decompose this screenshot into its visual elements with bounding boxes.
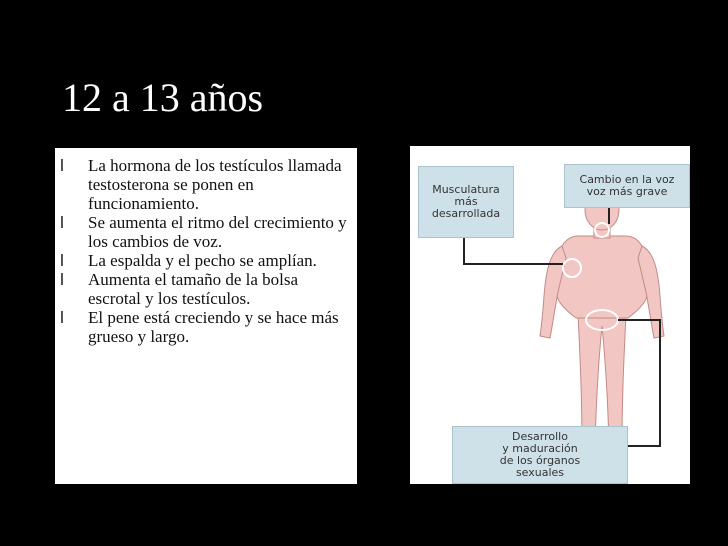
bullet-item xyxy=(55,213,357,251)
bullet-panel xyxy=(55,148,357,484)
slide-title: 12 a 13 años xyxy=(62,75,264,120)
bullet-list xyxy=(55,148,357,346)
bullet-text: Se aumenta el ritmo del crecimiento y los cambios de voz. xyxy=(88,213,347,251)
bullet-item xyxy=(55,308,357,346)
puberty-figure xyxy=(410,146,690,484)
bullet-text: Aumenta el tamaño de la bolsa escrotal y los testículos. xyxy=(88,270,299,308)
bullet-marker-icon: l xyxy=(59,213,65,232)
bullet-text: La espalda y el pecho se amplían. xyxy=(88,251,317,270)
label-line: sexuales xyxy=(515,466,565,479)
label-line: y maduración xyxy=(502,442,578,455)
label-organos-sexuales xyxy=(452,426,628,484)
bullet-item xyxy=(55,270,357,308)
label-cambio-voz xyxy=(564,164,690,208)
bullet-text: La hormona de los testículos llamada testosterona se ponen en funcionamiento. xyxy=(88,156,342,213)
bullet-marker-icon: l xyxy=(59,251,65,270)
label-line: más xyxy=(454,195,478,208)
bullet-marker-icon: l xyxy=(59,156,65,175)
label-line: desarrollada xyxy=(431,207,501,220)
label-line: de los órganos xyxy=(499,454,581,467)
bullet-item xyxy=(55,251,357,270)
bullet-text: El pene está creciendo y se hace más grueso y largo. xyxy=(88,308,339,346)
label-line: Musculatura xyxy=(432,183,500,196)
label-line: voz más grave xyxy=(586,185,668,198)
label-line: Desarrollo xyxy=(512,430,568,443)
bullet-marker-icon: l xyxy=(59,270,65,289)
connector-musculatura xyxy=(464,238,563,264)
bullet-item xyxy=(55,156,357,213)
bullet-marker-icon: l xyxy=(59,308,65,327)
label-musculatura xyxy=(418,166,514,238)
label-line: Cambio en la voz xyxy=(579,173,675,186)
